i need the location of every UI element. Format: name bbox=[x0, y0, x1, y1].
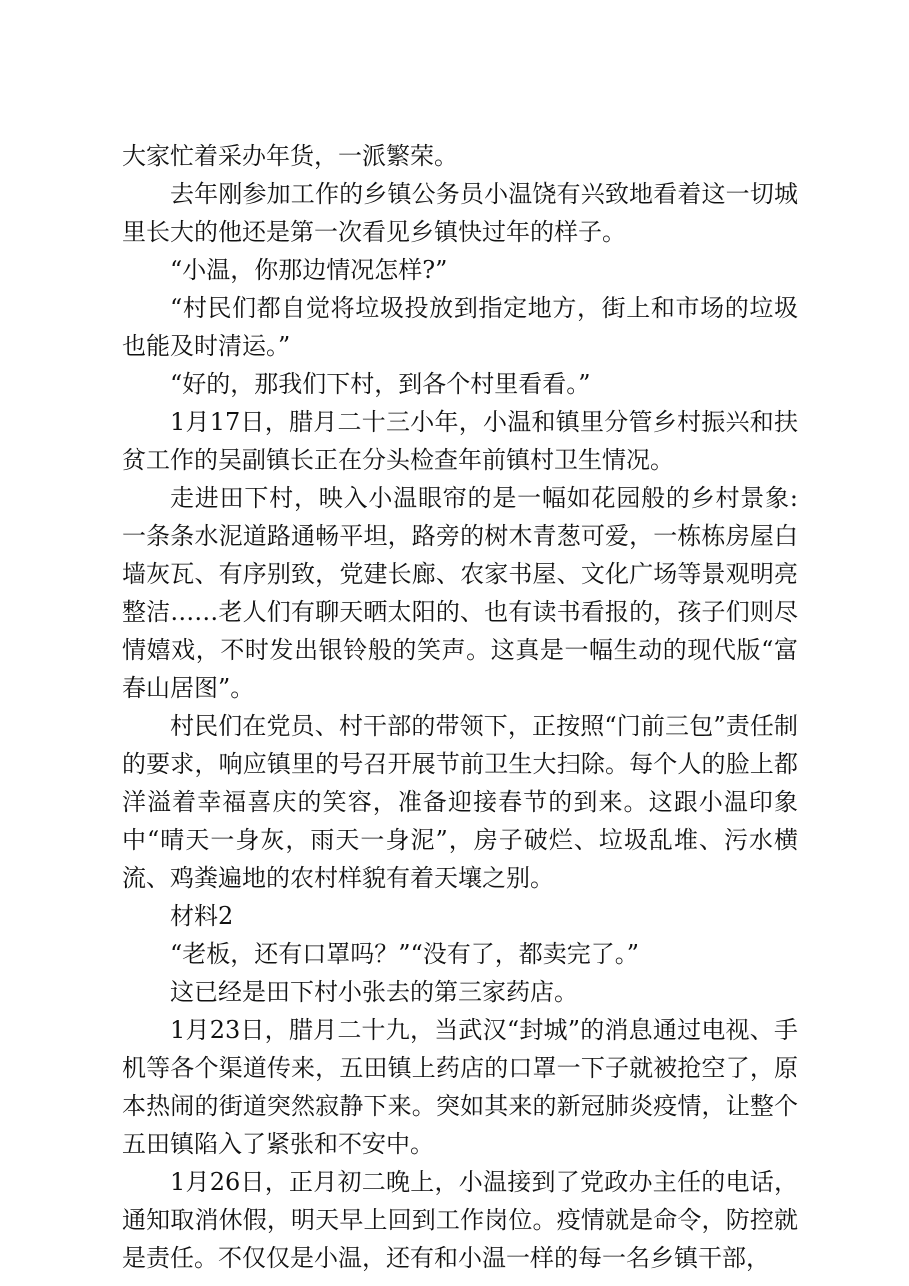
paragraph-5: “好的，那我们下村，到各个村里看看。” bbox=[170, 370, 591, 398]
paragraph-4: “村民们都自觉将垃圾投放到指定地方，街上和市场的垃圾也能及时清运。” bbox=[122, 294, 798, 360]
paragraph-10: “老板，还有口罩吗？”“没有了，都卖完了。” bbox=[170, 940, 640, 968]
document-body bbox=[122, 137, 798, 1277]
section-heading-material-2: 材料2 bbox=[170, 902, 234, 930]
paragraph-3: “小温，你那边情况怎样?” bbox=[170, 256, 448, 284]
paragraph-13: 1月26日，正月初二晚上，小温接到了党政办主任的电话，通知取消休假，明天早上回到工作岗位。疫情就是命令，防控就是责任。不仅仅是小温，还有和小温一样的每一名乡镇干部， bbox=[122, 1168, 798, 1272]
paragraph-6: 1月17日，腊月二十三小年，小温和镇里分管乡村振兴和扶贫工作的吴副镇长正在分头检查年前镇村卫生情况。 bbox=[122, 408, 798, 474]
paragraph-12: 1月23日，腊月二十九，当武汉“封城”的消息通过电视、手机等各个渠道传来，五田镇上药店的口罩一下子就被抢空了，原本热闹的街道突然寂静下来。突如其来的新冠肺炎疫情，让整个五田镇陷入了紧张和不安中。 bbox=[122, 1016, 798, 1158]
paragraph-11: 这已经是田下村小张去的第三家药店。 bbox=[170, 978, 578, 1006]
paragraph-8: 村民们在党员、村干部的带领下，正按照“门前三包”责任制的要求，响应镇里的号召开展节前卫生大扫除。每个人的脸上都洋溢着幸福喜庆的笑容，准备迎接春节的到来。这跟小温印象中“晴天一身灰，雨天一身泥”，房子破烂、垃圾乱堆、污水横流、鸡粪遍地的农村样貌有着天壤之别。 bbox=[122, 712, 798, 892]
paragraph-2: 去年刚参加工作的乡镇公务员小温饶有兴致地看着这一切城里长大的他还是第一次看见乡镇快过年的样子。 bbox=[122, 180, 798, 246]
paragraph-7: 走进田下村，映入小温眼帘的是一幅如花园般的乡村景象:一条条水泥道路通畅平坦，路旁的树木青葱可爱，一栋栋房屋白墙灰瓦、有序别致，党建长廊、农家书屋、文化广场等景观明亮整洁……老人们有聊天晒太阳的、也有读书看报的，孩子们则尽情嬉戏，不时发出银铃般的笑声。这真是一幅生动的现代版“富春山居图”。 bbox=[122, 484, 798, 702]
paragraph-1: 大家忙着采办年货，一派繁荣。 bbox=[122, 142, 458, 170]
